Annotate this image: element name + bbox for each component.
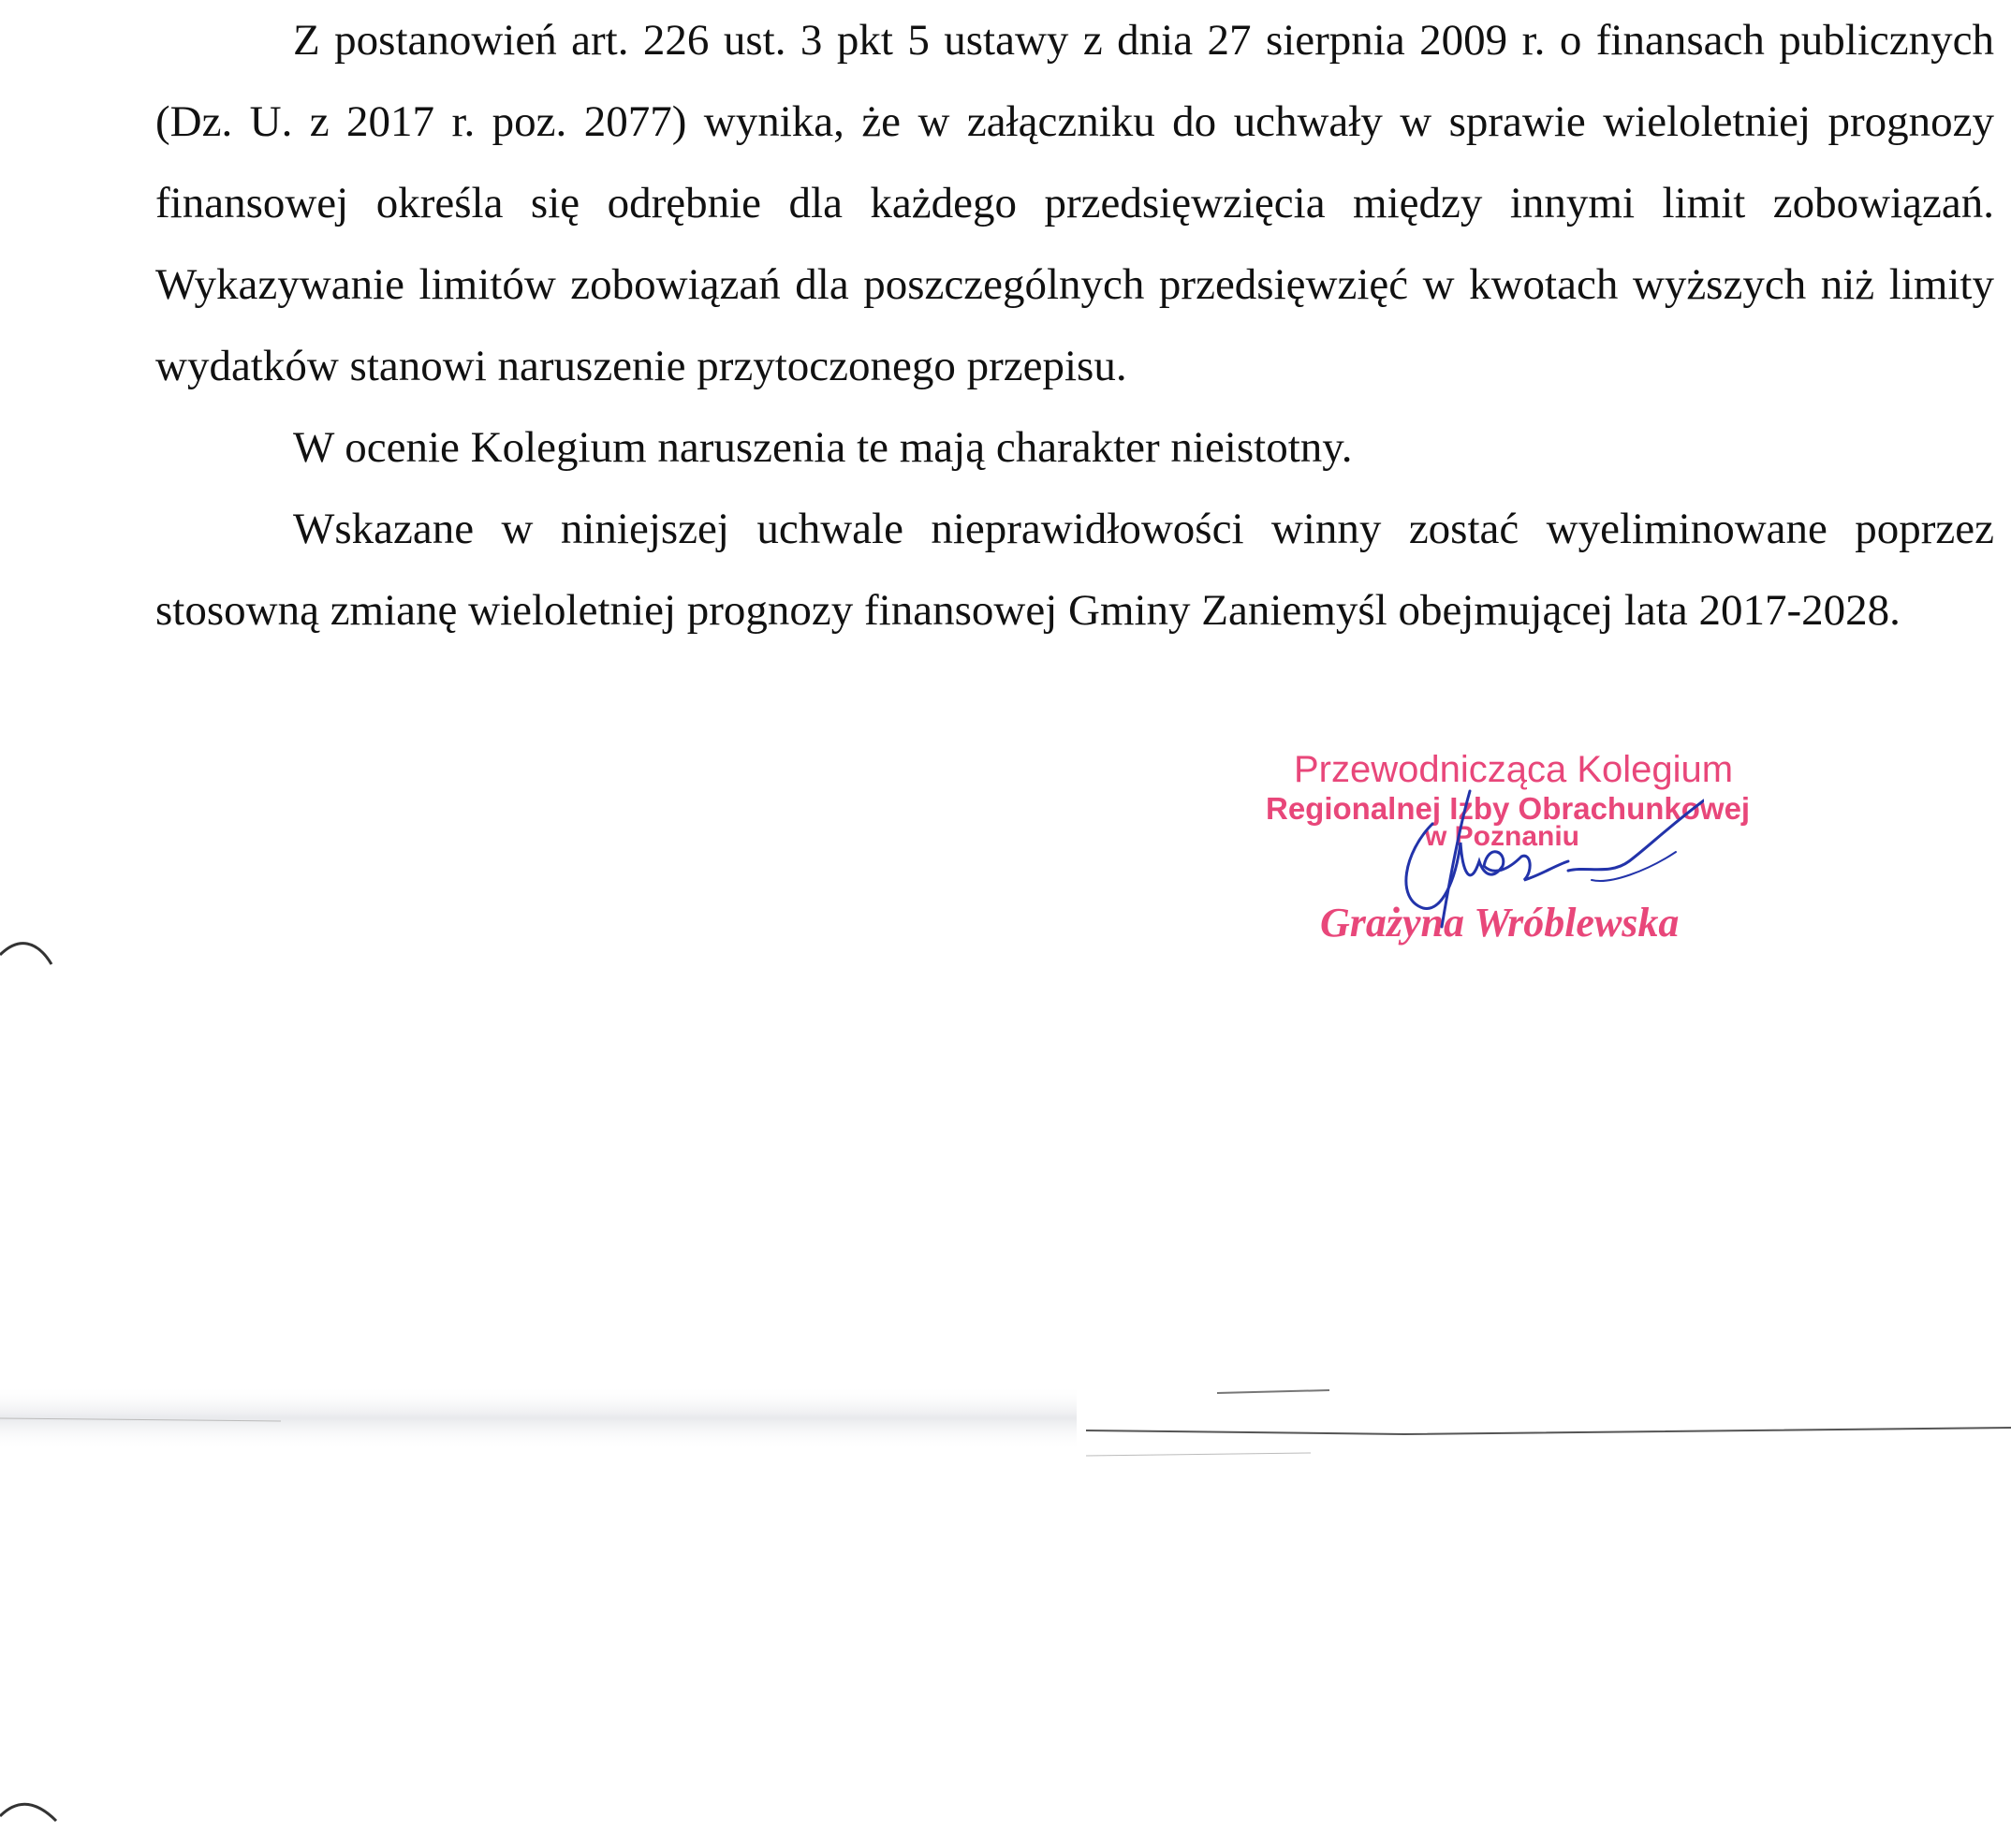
paragraph-recommendation: Wskazane w niniejszej uchwale nieprawidłowości winny zostać wyeliminowane poprzez stosowną zmianę wieloletniej prognozy finansowej Gminy Zaniemyśl obejmującej lata 2017-2028. xyxy=(155,505,1994,635)
paper-fold-crease xyxy=(0,1348,2011,1479)
stamp-institution: Regionalnej Izby Obrachunkowej xyxy=(1266,791,1751,826)
paper-edge-mark xyxy=(0,927,66,983)
paragraph-legal-basis: Z postanowień art. 226 ust. 3 pkt 5 ustawy z dnia 27 sierpnia 2009 r. o finansach publicznych (Dz. U. z 2017 r. poz. 2077) wynika, że w załączniku do uchwały w sprawie wieloletniej prognozy finansowej określa się odrębnie dla każdego przedsięwzięcia między innymi limit zobowiązań. Wykazywanie limitów zobowiązań dla poszczególnych przedsięwzięć w kwotach wyższych niż limity wydatków stanowi naruszenie przytoczonego przepisu. xyxy=(155,16,1994,390)
stamp-name: Grażyna Wróblewska xyxy=(1320,900,1680,946)
handwritten-signature xyxy=(1367,786,1704,936)
stamp-location: w Poznaniu xyxy=(1425,821,1579,852)
paper-edge-mark-bottom xyxy=(0,1779,66,1835)
stamp-title: Przewodnicząca Kolegium xyxy=(1294,749,1734,790)
document-body xyxy=(155,0,1994,652)
paragraph-assessment: W ocenie Kolegium naruszenia te mają charakter nieistotny. xyxy=(293,423,1353,472)
